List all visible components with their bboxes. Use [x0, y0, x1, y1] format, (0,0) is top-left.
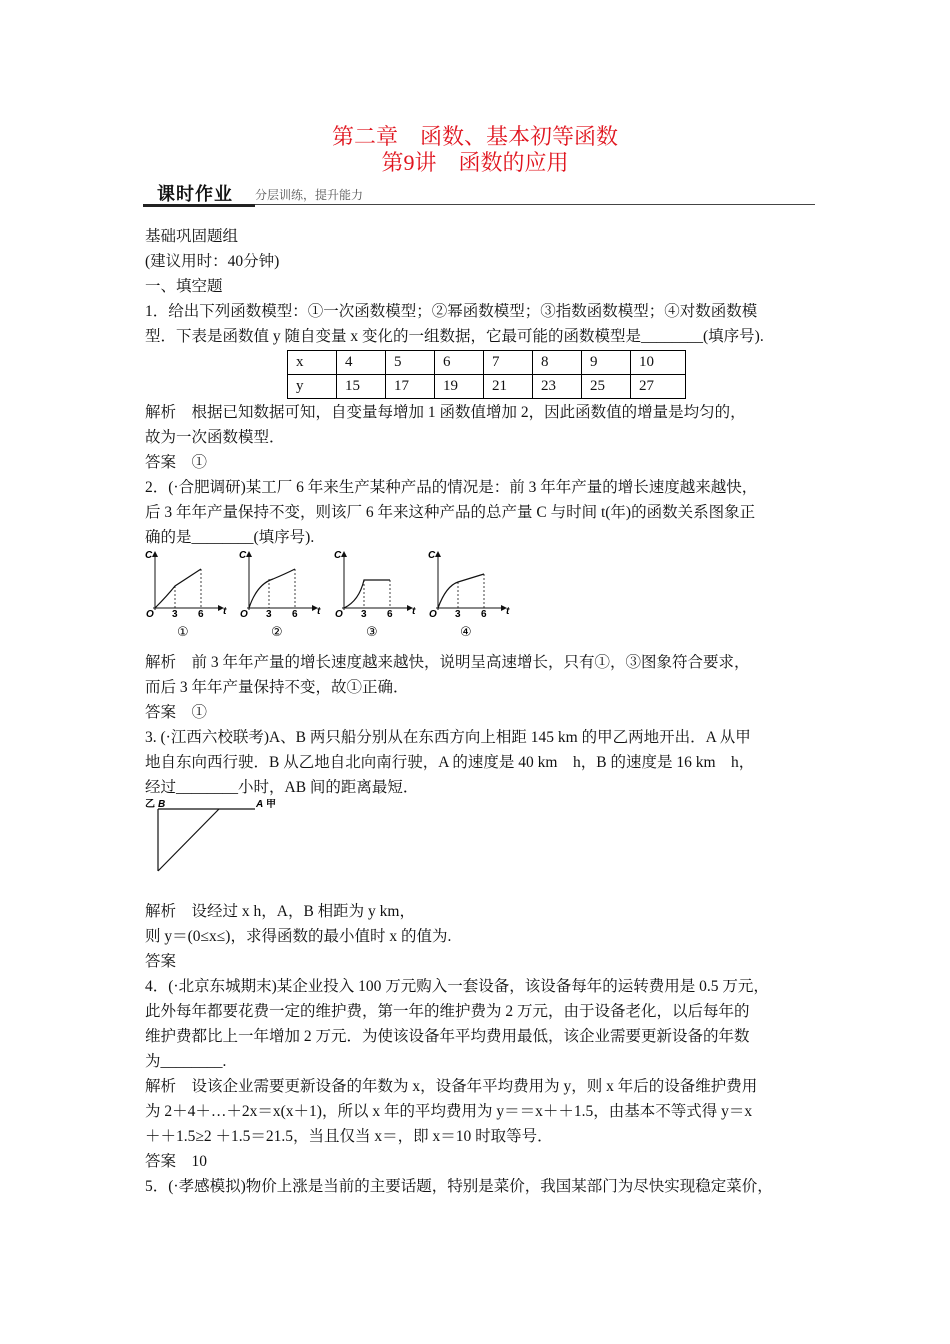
y-axis-label: C — [428, 550, 436, 561]
q1-data-table — [287, 350, 686, 399]
banner-tab — [143, 178, 255, 207]
q5-text-line1: 5．(·孝感模拟)物价上涨是当前的主要话题，特别是菜价，我国某部门为尽快实现稳定菜价， — [145, 1178, 773, 1195]
production-curve — [249, 569, 295, 608]
table-row-x — [288, 351, 686, 375]
tick-label-3: 3 — [361, 609, 367, 620]
origin-label: O — [146, 609, 154, 620]
q3-text-line1: 3. (·江西六校联考)A、B 两只船分别从在东西方向上相距 145 km 的甲乙两地开出．A 从甲 — [145, 729, 751, 746]
table-cell: 4 — [337, 351, 386, 375]
time-hint: (建议用时：40分钟) — [145, 253, 280, 270]
tick-label-3: 3 — [172, 609, 178, 620]
q2-text-line1: 2．(·合肥调研)某工厂 6 年来生产某种产品的情况是：前 3 年年产量的增长速度越来越快， — [145, 479, 758, 496]
table-cell: 9 — [582, 351, 631, 375]
x-axis-label: t — [223, 606, 227, 617]
graph-number: ④ — [460, 624, 472, 639]
q3-text-line3: 经过________小时，AB 间的距离最短． — [145, 779, 419, 796]
group-heading: 基础巩固题组 — [145, 228, 239, 245]
lesson-title: 第9讲 函数的应用 — [381, 150, 569, 175]
production-curve — [155, 569, 201, 608]
table-row-y — [288, 375, 686, 399]
tick-label-3: 3 — [455, 609, 461, 620]
x-axis-label: t — [412, 606, 416, 617]
label-yi: 乙 — [145, 799, 155, 810]
table-cell: 15 — [337, 375, 386, 399]
q4-text-line4: 为________. — [145, 1053, 227, 1070]
table-cell: 7 — [484, 351, 533, 375]
table-cell: 8 — [533, 351, 582, 375]
label-b: B — [158, 799, 166, 810]
chapter-title: 第二章 函数、基本初等函数 — [331, 124, 618, 149]
q3-analysis-line2: 则 y＝(0≤x≤)，求得函数的最小值时 x 的值为. — [145, 928, 452, 945]
table-cell: 21 — [484, 375, 533, 399]
table-cell: 27 — [631, 375, 686, 399]
label-a: A — [256, 799, 264, 810]
y-axis-label: C — [239, 550, 247, 561]
q4-analysis-line1: 解析 设该企业需要更新设备的年数为 x，设备年平均费用为 y，则 x 年后的设备维护费用 — [145, 1078, 758, 1095]
part-heading: 一、填空题 — [145, 278, 223, 295]
table-cell: 23 — [533, 375, 582, 399]
q4-text-line1: 4．(·北京东城期末)某企业投入 100 万元购入一套设备，该设备每年的运转费用是 0.5 万元， — [145, 978, 769, 995]
tick-label-6: 6 — [481, 609, 487, 620]
banner-label: 课时作业 — [157, 184, 233, 204]
q3-ship-diagram — [143, 799, 283, 875]
graph-number: ③ — [366, 624, 378, 639]
q3-text-line2: 地自东向西行驶．B 从乙地自北向南行驶，A 的速度是 40 km h，B 的速度是 16 km h， — [145, 754, 755, 771]
q4-text-line2: 此外每年都要花费一定的维护费，第一年的维护费为 2 万元，由于设备老化，以后每年的 — [145, 1003, 750, 1020]
q3-analysis-line1: 解析 设经过 x h，A，B 相距为 y km， — [145, 903, 415, 920]
q1-text-line2: 型．下表是函数值 y 随自变量 x 变化的一组数据，它最可能的函数模型是________(填序号). — [145, 328, 764, 345]
q1-analysis-line2: 故为一次函数模型． — [145, 429, 285, 446]
production-curve — [438, 574, 484, 608]
q2-analysis-line2: 而后 3 年年产量保持不变，故①正确． — [145, 679, 409, 696]
x-axis-label: t — [317, 606, 321, 617]
tick-label-6: 6 — [198, 609, 204, 620]
x-axis-label: t — [506, 606, 510, 617]
graph-option-4 — [428, 550, 510, 639]
q4-text-line3: 维护费都比上一年增加 2 万元．为使该设备年平均费用最低，该企业需要更新设备的年数 — [145, 1028, 750, 1045]
origin-label: O — [335, 609, 343, 620]
origin-label: O — [240, 609, 248, 620]
banner-subtitle: 分层训练，提升能力 — [255, 188, 364, 202]
table-cell: 25 — [582, 375, 631, 399]
homework-banner — [143, 178, 815, 208]
tick-label-3: 3 — [266, 609, 272, 620]
y-axis-label: C — [334, 550, 342, 561]
table-cell: 10 — [631, 351, 686, 375]
q4-analysis-line2: 为 2＋4＋…＋2x＝x(x＋1)，所以 x 年的平均费用为 y＝＝x＋＋1.5，由基本不等式得 y＝x — [145, 1103, 753, 1120]
q2-text-line3: 确的是________(填序号). — [145, 529, 315, 546]
q2-graph-options — [143, 546, 523, 644]
q1-text-line1: 1．给出下列函数模型：①一次函数模型；②幂函数模型；③指数函数模型；④对数函数模 — [145, 303, 758, 320]
tick-label-6: 6 — [292, 609, 298, 620]
q4-answer: 答案 10 — [145, 1153, 208, 1170]
q1-answer: 答案 ① — [145, 454, 208, 471]
q2-answer: 答案 ① — [145, 704, 208, 721]
q1-analysis-line1: 解析 根据已知数据可知，自变量每增加 1 函数值增加 2，因此函数值的增量是均匀的， — [145, 404, 746, 421]
label-jia: 甲 — [266, 799, 276, 810]
y-axis-label: C — [145, 550, 153, 561]
table-cell: y — [288, 375, 337, 399]
distance-line — [158, 809, 219, 871]
q4-analysis-line3: ＋＋1.5≥2 ＋1.5＝21.5，当且仅当 x＝，即 x＝10 时取等号． — [145, 1128, 553, 1145]
tick-label-6: 6 — [387, 609, 393, 620]
graph-number: ① — [177, 624, 189, 639]
q2-text-line2: 后 3 年年产量保持不变，则该厂 6 年来这种产品的总产量 C 与时间 t(年)的函数关系图象正 — [145, 504, 756, 521]
table-cell: x — [288, 351, 337, 375]
q2-analysis-line1: 解析 前 3 年年产量的增长速度越来越快，说明呈高速增长，只有①，③图象符合要求， — [145, 654, 750, 671]
graph-option-3 — [334, 550, 416, 639]
table-cell: 19 — [435, 375, 484, 399]
table-cell: 5 — [386, 351, 435, 375]
graph-option-1 — [145, 550, 227, 639]
origin-label: O — [429, 609, 437, 620]
graph-option-2 — [239, 550, 321, 639]
q3-answer: 答案 — [145, 953, 177, 970]
table-cell: 6 — [435, 351, 484, 375]
table-cell: 17 — [386, 375, 435, 399]
graph-number: ② — [271, 624, 283, 639]
production-curve — [344, 580, 390, 608]
